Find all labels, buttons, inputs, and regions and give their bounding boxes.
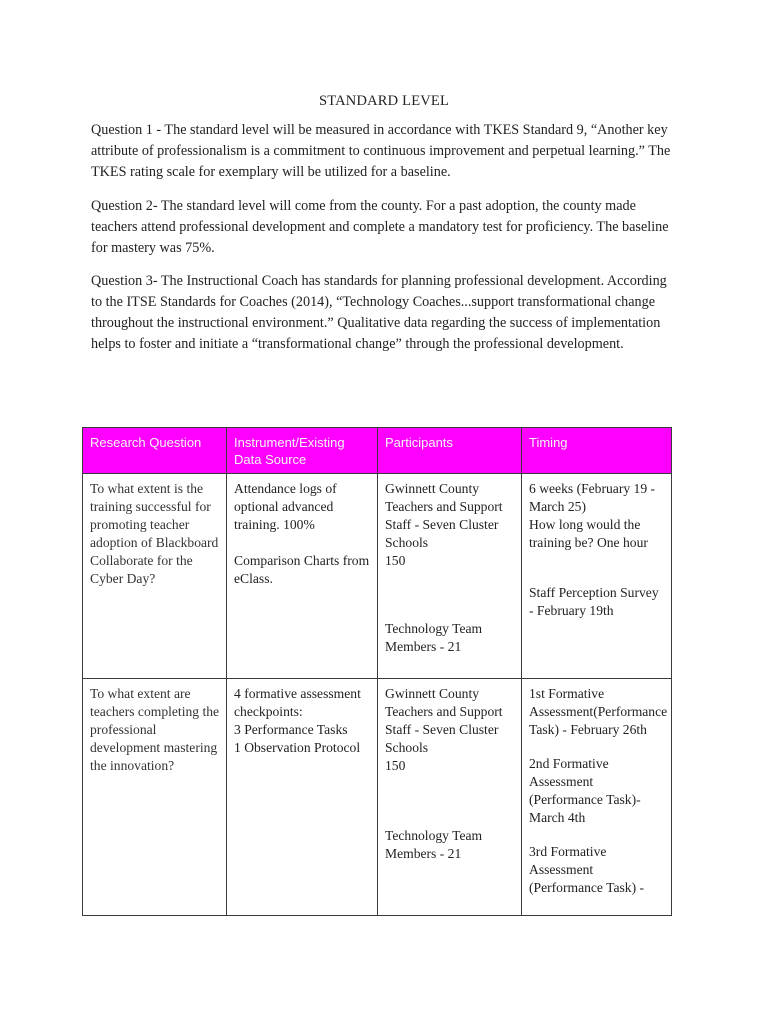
timing-line: How long would the training be? One hour bbox=[529, 517, 648, 550]
timing-cell bbox=[522, 679, 672, 916]
instrument-line: 4 formative assessment checkpoints: bbox=[234, 686, 361, 719]
timing-cell bbox=[522, 474, 672, 679]
header-participants: Participants bbox=[378, 428, 522, 474]
instrument-line: 3 Performance Tasks bbox=[234, 722, 348, 737]
table-row bbox=[83, 474, 672, 679]
participants-line: Gwinnett County Teachers and Support Staff - Seven Cluster Schools bbox=[385, 481, 503, 550]
question-1-paragraph: Question 1 - The standard level will be measured in accordance with TKES Standard 9, “Another key attribute of professionalism is a commitment to continuous improvement and perpetual learning.” The TKES rating scale for exemplary will be utilized for a baseline. bbox=[91, 122, 671, 180]
header-timing: Timing bbox=[522, 428, 672, 474]
page-title: STANDARD LEVEL bbox=[318, 93, 450, 109]
timing-line: 3rd Formative Assessment (Performance Task) - bbox=[529, 844, 645, 895]
participants-cell bbox=[378, 679, 522, 916]
question-2-paragraph: Question 2- The standard level will come from the county. For a past adoption, the county made teachers attend professional development and complete a mandatory test for proficiency. The baseline for mastery was 75%. bbox=[91, 198, 669, 256]
research-question-cell: To what extent is the training successful for promoting teacher adoption of Blackboard Collaborate for the Cyber Day? bbox=[83, 474, 227, 679]
instrument-cell bbox=[227, 679, 378, 916]
instrument-line: Comparison Charts from eClass. bbox=[234, 553, 370, 586]
table-header-row bbox=[83, 428, 672, 474]
participants-cell bbox=[378, 474, 522, 679]
research-table bbox=[82, 427, 672, 916]
instrument-cell bbox=[227, 474, 378, 679]
table-row bbox=[83, 679, 672, 916]
instrument-line: 1 Observation Protocol bbox=[234, 740, 361, 755]
question-3-paragraph: Question 3- The Instructional Coach has standards for planning professional development. According to the ITSE Standards for Coaches (2014), “Technology Coaches...support transformational change throughout the instructional environment.” Qualitative data regarding the success of implementation helps to foster and initiate a “transformational change” through the professional development. bbox=[91, 273, 667, 352]
participants-count: 150 bbox=[385, 553, 406, 568]
participants-line: Technology Team Members - 21 bbox=[385, 828, 483, 861]
participants-count: 150 bbox=[385, 758, 406, 773]
timing-line: 2nd Formative Assessment (Performance Task)- March 4th bbox=[529, 756, 641, 825]
timing-line: 6 weeks (February 19 - March 25) bbox=[529, 481, 656, 514]
header-instrument: Instrument/Existing Data Source bbox=[227, 428, 378, 474]
timing-line: Staff Perception Survey - February 19th bbox=[529, 585, 659, 618]
research-question-cell: To what extent are teachers completing the professional development mastering the innovation? bbox=[83, 679, 227, 916]
header-research-question: Research Question bbox=[83, 428, 227, 474]
instrument-line: Attendance logs of optional advanced training. 100% bbox=[234, 481, 337, 532]
timing-line: 1st Formative Assessment(Performance Task) - February 26th bbox=[529, 686, 668, 737]
participants-line: Gwinnett County Teachers and Support Staff - Seven Cluster Schools bbox=[385, 686, 503, 755]
participants-line: Technology Team Members - 21 bbox=[385, 621, 483, 654]
